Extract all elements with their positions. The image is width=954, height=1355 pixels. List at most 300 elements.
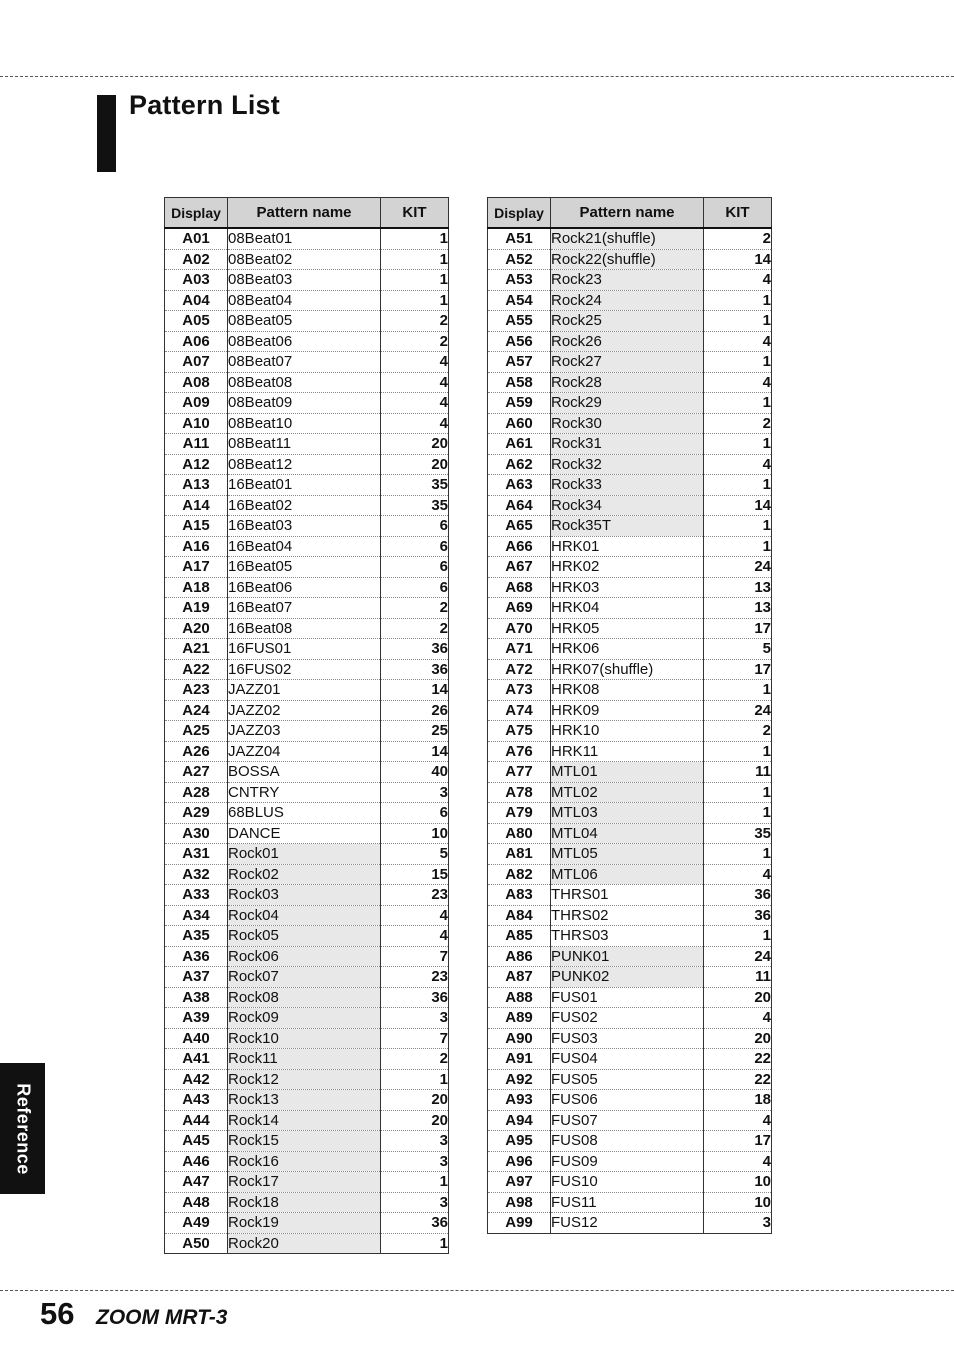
table-row — [165, 946, 449, 967]
pattern-name-cell: Rock10 — [228, 1028, 381, 1049]
kit-cell: 36 — [381, 987, 449, 1008]
display-cell: A95 — [488, 1131, 551, 1152]
display-cell: A77 — [488, 762, 551, 783]
page-title: Pattern List — [129, 90, 280, 120]
display-cell: A31 — [165, 844, 228, 865]
pattern-name-cell: Rock28 — [551, 372, 704, 393]
reference-side-tab — [0, 1063, 45, 1194]
display-cell: A94 — [488, 1110, 551, 1131]
table-row — [488, 967, 772, 988]
table-row — [488, 228, 772, 249]
kit-cell: 25 — [381, 721, 449, 742]
title-accent-bar — [97, 95, 116, 172]
pattern-name-cell: 08Beat05 — [228, 311, 381, 332]
kit-cell: 1 — [704, 741, 772, 762]
pattern-name-cell: Rock20 — [228, 1233, 381, 1254]
kit-cell: 3 — [381, 1192, 449, 1213]
display-cell: A45 — [165, 1131, 228, 1152]
pattern-name-cell: 08Beat06 — [228, 331, 381, 352]
display-cell: A13 — [165, 475, 228, 496]
table-row — [165, 741, 449, 762]
table-row — [165, 1172, 449, 1193]
bottom-divider — [0, 1290, 954, 1291]
kit-cell: 2 — [704, 413, 772, 434]
column-header-pattern-name: Pattern name — [551, 198, 704, 229]
kit-cell: 4 — [704, 270, 772, 291]
kit-cell: 35 — [381, 495, 449, 516]
table-row — [488, 557, 772, 578]
kit-cell: 23 — [381, 885, 449, 906]
pattern-name-cell: Rock22(shuffle) — [551, 249, 704, 270]
display-cell: A18 — [165, 577, 228, 598]
kit-cell: 36 — [704, 905, 772, 926]
display-cell: A79 — [488, 803, 551, 824]
table-row — [488, 1131, 772, 1152]
pattern-name-cell: Rock30 — [551, 413, 704, 434]
display-cell: A71 — [488, 639, 551, 660]
kit-cell: 3 — [381, 1151, 449, 1172]
table-row — [165, 844, 449, 865]
pattern-name-cell: FUS02 — [551, 1008, 704, 1029]
product-name: ZOOM MRT-3 — [96, 1306, 228, 1329]
pattern-name-cell: Rock35T — [551, 516, 704, 537]
pattern-name-cell: Rock06 — [228, 946, 381, 967]
pattern-name-cell: Rock03 — [228, 885, 381, 906]
kit-cell: 2 — [381, 618, 449, 639]
table-row — [165, 454, 449, 475]
table-row — [165, 1131, 449, 1152]
pattern-name-cell: FUS08 — [551, 1131, 704, 1152]
display-cell: A29 — [165, 803, 228, 824]
table-row — [488, 1028, 772, 1049]
table-row — [165, 1110, 449, 1131]
display-cell: A07 — [165, 352, 228, 373]
kit-cell: 4 — [704, 864, 772, 885]
table-row — [165, 249, 449, 270]
kit-cell: 11 — [704, 762, 772, 783]
display-cell: A55 — [488, 311, 551, 332]
display-cell: A91 — [488, 1049, 551, 1070]
pattern-name-cell: Rock15 — [228, 1131, 381, 1152]
display-cell: A30 — [165, 823, 228, 844]
table-row — [488, 270, 772, 291]
display-cell: A40 — [165, 1028, 228, 1049]
kit-cell: 13 — [704, 598, 772, 619]
pattern-name-cell: 16Beat02 — [228, 495, 381, 516]
table-row — [165, 926, 449, 947]
table-row — [488, 823, 772, 844]
table-row — [488, 741, 772, 762]
kit-cell: 6 — [381, 516, 449, 537]
display-cell: A23 — [165, 680, 228, 701]
table-row — [165, 290, 449, 311]
table-row — [488, 475, 772, 496]
display-cell: A43 — [165, 1090, 228, 1111]
display-cell: A82 — [488, 864, 551, 885]
table-row — [488, 905, 772, 926]
table-row — [488, 987, 772, 1008]
pattern-name-cell: MTL05 — [551, 844, 704, 865]
pattern-name-cell: MTL03 — [551, 803, 704, 824]
pattern-name-cell: CNTRY — [228, 782, 381, 803]
kit-cell: 4 — [704, 1110, 772, 1131]
kit-cell: 10 — [704, 1172, 772, 1193]
table-row — [165, 475, 449, 496]
table-row — [165, 782, 449, 803]
display-cell: A17 — [165, 557, 228, 578]
display-cell: A28 — [165, 782, 228, 803]
kit-cell: 35 — [381, 475, 449, 496]
kit-cell: 7 — [381, 946, 449, 967]
kit-cell: 3 — [381, 1131, 449, 1152]
table-row — [488, 577, 772, 598]
display-cell: A87 — [488, 967, 551, 988]
display-cell: A72 — [488, 659, 551, 680]
table-row — [165, 577, 449, 598]
pattern-name-cell: Rock31 — [551, 434, 704, 455]
display-cell: A48 — [165, 1192, 228, 1213]
display-cell: A03 — [165, 270, 228, 291]
display-cell: A68 — [488, 577, 551, 598]
kit-cell: 7 — [381, 1028, 449, 1049]
kit-cell: 1 — [381, 1233, 449, 1254]
pattern-name-cell: Rock14 — [228, 1110, 381, 1131]
top-divider — [0, 76, 954, 77]
table-row — [165, 721, 449, 742]
pattern-name-cell: 08Beat11 — [228, 434, 381, 455]
display-cell: A88 — [488, 987, 551, 1008]
table-row — [165, 352, 449, 373]
display-cell: A74 — [488, 700, 551, 721]
pattern-name-cell: Rock32 — [551, 454, 704, 475]
table-row — [488, 721, 772, 742]
pattern-name-cell: Rock26 — [551, 331, 704, 352]
display-cell: A93 — [488, 1090, 551, 1111]
display-cell: A67 — [488, 557, 551, 578]
kit-cell: 23 — [381, 967, 449, 988]
display-cell: A14 — [165, 495, 228, 516]
kit-cell: 36 — [381, 1213, 449, 1234]
kit-cell: 4 — [704, 1151, 772, 1172]
kit-cell: 10 — [704, 1192, 772, 1213]
pattern-name-cell: FUS07 — [551, 1110, 704, 1131]
pattern-name-cell: MTL01 — [551, 762, 704, 783]
kit-cell: 22 — [704, 1069, 772, 1090]
kit-cell: 4 — [704, 331, 772, 352]
pattern-name-cell: Rock33 — [551, 475, 704, 496]
table-row — [488, 1172, 772, 1193]
table-row — [488, 1192, 772, 1213]
display-cell: A76 — [488, 741, 551, 762]
pattern-name-cell: 16Beat05 — [228, 557, 381, 578]
table-row — [488, 536, 772, 557]
table-row — [488, 618, 772, 639]
pattern-name-cell: 16Beat03 — [228, 516, 381, 537]
display-cell: A89 — [488, 1008, 551, 1029]
kit-cell: 1 — [381, 1172, 449, 1193]
kit-cell: 4 — [704, 1008, 772, 1029]
display-cell: A58 — [488, 372, 551, 393]
display-cell: A60 — [488, 413, 551, 434]
pattern-name-cell: 16FUS01 — [228, 639, 381, 660]
display-cell: A78 — [488, 782, 551, 803]
table-row — [165, 803, 449, 824]
display-cell: A02 — [165, 249, 228, 270]
pattern-name-cell: 16FUS02 — [228, 659, 381, 680]
table-row — [488, 331, 772, 352]
display-cell: A66 — [488, 536, 551, 557]
pattern-name-cell: DANCE — [228, 823, 381, 844]
table-row — [165, 639, 449, 660]
pattern-name-cell: HRK07(shuffle) — [551, 659, 704, 680]
display-cell: A75 — [488, 721, 551, 742]
pattern-name-cell: THRS02 — [551, 905, 704, 926]
kit-cell: 4 — [704, 372, 772, 393]
table-row — [488, 864, 772, 885]
kit-cell: 26 — [381, 700, 449, 721]
pattern-name-cell: JAZZ04 — [228, 741, 381, 762]
kit-cell: 1 — [381, 290, 449, 311]
kit-cell: 3 — [381, 782, 449, 803]
kit-cell: 4 — [381, 926, 449, 947]
kit-cell: 35 — [704, 823, 772, 844]
display-cell: A83 — [488, 885, 551, 906]
display-cell: A12 — [165, 454, 228, 475]
kit-cell: 1 — [704, 393, 772, 414]
display-cell: A51 — [488, 228, 551, 249]
pattern-name-cell: FUS10 — [551, 1172, 704, 1193]
table-row — [488, 249, 772, 270]
pattern-name-cell: 68BLUS — [228, 803, 381, 824]
table-row — [165, 1213, 449, 1234]
pattern-name-cell: Rock18 — [228, 1192, 381, 1213]
kit-cell: 11 — [704, 967, 772, 988]
display-cell: A01 — [165, 228, 228, 249]
kit-cell: 22 — [704, 1049, 772, 1070]
table-row — [488, 782, 772, 803]
table-row — [488, 311, 772, 332]
kit-cell: 6 — [381, 803, 449, 824]
kit-cell: 1 — [704, 434, 772, 455]
pattern-name-cell: PUNK01 — [551, 946, 704, 967]
display-cell: A22 — [165, 659, 228, 680]
pattern-name-cell: FUS12 — [551, 1213, 704, 1234]
display-cell: A37 — [165, 967, 228, 988]
pattern-name-cell: 16Beat04 — [228, 536, 381, 557]
table-row — [488, 495, 772, 516]
column-header-pattern-name: Pattern name — [228, 198, 381, 229]
display-cell: A21 — [165, 639, 228, 660]
pattern-table-right — [487, 197, 772, 1234]
display-cell: A62 — [488, 454, 551, 475]
display-cell: A47 — [165, 1172, 228, 1193]
kit-cell: 1 — [704, 803, 772, 824]
pattern-name-cell: Rock16 — [228, 1151, 381, 1172]
kit-cell: 1 — [381, 249, 449, 270]
display-cell: A98 — [488, 1192, 551, 1213]
pattern-name-cell: Rock02 — [228, 864, 381, 885]
display-cell: A41 — [165, 1049, 228, 1070]
display-cell: A42 — [165, 1069, 228, 1090]
display-cell: A26 — [165, 741, 228, 762]
table-row — [165, 1028, 449, 1049]
kit-cell: 24 — [704, 557, 772, 578]
kit-cell: 36 — [381, 639, 449, 660]
display-cell: A15 — [165, 516, 228, 537]
pattern-name-cell: HRK03 — [551, 577, 704, 598]
kit-cell: 17 — [704, 659, 772, 680]
table-row — [488, 639, 772, 660]
display-cell: A10 — [165, 413, 228, 434]
table-row — [488, 1008, 772, 1029]
table-row — [165, 1049, 449, 1070]
table-row — [165, 967, 449, 988]
pattern-name-cell: 16Beat01 — [228, 475, 381, 496]
kit-cell: 1 — [704, 844, 772, 865]
table-row — [488, 413, 772, 434]
table-row — [165, 372, 449, 393]
display-cell: A97 — [488, 1172, 551, 1193]
kit-cell: 17 — [704, 618, 772, 639]
pattern-name-cell: HRK05 — [551, 618, 704, 639]
table-row — [488, 352, 772, 373]
display-cell: A54 — [488, 290, 551, 311]
column-header-display: Display — [488, 198, 551, 229]
kit-cell: 1 — [704, 680, 772, 701]
kit-cell: 14 — [381, 680, 449, 701]
pattern-name-cell: Rock01 — [228, 844, 381, 865]
kit-cell: 4 — [381, 413, 449, 434]
pattern-name-cell: HRK10 — [551, 721, 704, 742]
kit-cell: 2 — [381, 311, 449, 332]
display-cell: A09 — [165, 393, 228, 414]
pattern-name-cell: MTL04 — [551, 823, 704, 844]
table-row — [488, 680, 772, 701]
display-cell: A44 — [165, 1110, 228, 1131]
kit-cell: 5 — [381, 844, 449, 865]
pattern-name-cell: JAZZ01 — [228, 680, 381, 701]
pattern-name-cell: Rock04 — [228, 905, 381, 926]
column-header-kit: KIT — [704, 198, 772, 229]
table-row — [488, 1090, 772, 1111]
table-row — [488, 1069, 772, 1090]
pattern-name-cell: Rock23 — [551, 270, 704, 291]
display-cell: A27 — [165, 762, 228, 783]
kit-cell: 1 — [704, 352, 772, 373]
pattern-name-cell: HRK04 — [551, 598, 704, 619]
kit-cell: 36 — [704, 885, 772, 906]
pattern-name-cell: HRK09 — [551, 700, 704, 721]
kit-cell: 40 — [381, 762, 449, 783]
pattern-name-cell: Rock29 — [551, 393, 704, 414]
pattern-name-cell: Rock09 — [228, 1008, 381, 1029]
table-row — [165, 885, 449, 906]
pattern-name-cell: JAZZ02 — [228, 700, 381, 721]
table-row — [488, 516, 772, 537]
reference-tab-label: Reference — [13, 1082, 33, 1175]
pattern-name-cell: HRK11 — [551, 741, 704, 762]
kit-cell: 36 — [381, 659, 449, 680]
display-cell: A73 — [488, 680, 551, 701]
display-cell: A56 — [488, 331, 551, 352]
display-cell: A04 — [165, 290, 228, 311]
kit-cell: 5 — [704, 639, 772, 660]
column-header-kit: KIT — [381, 198, 449, 229]
table-row — [165, 823, 449, 844]
display-cell: A24 — [165, 700, 228, 721]
display-cell: A16 — [165, 536, 228, 557]
display-cell: A49 — [165, 1213, 228, 1234]
display-cell: A92 — [488, 1069, 551, 1090]
pattern-name-cell: Rock12 — [228, 1069, 381, 1090]
table-row — [165, 270, 449, 291]
table-row — [165, 311, 449, 332]
kit-cell: 4 — [381, 393, 449, 414]
display-cell: A63 — [488, 475, 551, 496]
table-row — [165, 598, 449, 619]
pattern-name-cell: Rock19 — [228, 1213, 381, 1234]
pattern-name-cell: HRK01 — [551, 536, 704, 557]
kit-cell: 1 — [704, 782, 772, 803]
display-cell: A32 — [165, 864, 228, 885]
pattern-name-cell: FUS03 — [551, 1028, 704, 1049]
pattern-name-cell: MTL02 — [551, 782, 704, 803]
pattern-name-cell: THRS01 — [551, 885, 704, 906]
display-cell: A53 — [488, 270, 551, 291]
display-cell: A11 — [165, 434, 228, 455]
table-row — [488, 926, 772, 947]
pattern-name-cell: Rock34 — [551, 495, 704, 516]
pattern-name-cell: Rock11 — [228, 1049, 381, 1070]
pattern-name-cell: Rock27 — [551, 352, 704, 373]
kit-cell: 20 — [704, 987, 772, 1008]
table-header-row — [488, 198, 772, 229]
display-cell: A46 — [165, 1151, 228, 1172]
kit-cell: 17 — [704, 1131, 772, 1152]
pattern-name-cell: 08Beat04 — [228, 290, 381, 311]
display-cell: A34 — [165, 905, 228, 926]
table-row — [488, 946, 772, 967]
table-row — [488, 844, 772, 865]
display-cell: A85 — [488, 926, 551, 947]
table-row — [165, 700, 449, 721]
display-cell: A08 — [165, 372, 228, 393]
pattern-name-cell: Rock24 — [551, 290, 704, 311]
pattern-name-cell: BOSSA — [228, 762, 381, 783]
table-row — [165, 762, 449, 783]
display-cell: A25 — [165, 721, 228, 742]
kit-cell: 1 — [704, 475, 772, 496]
kit-cell: 14 — [381, 741, 449, 762]
table-row — [165, 864, 449, 885]
pattern-name-cell: Rock25 — [551, 311, 704, 332]
display-cell: A57 — [488, 352, 551, 373]
kit-cell: 14 — [704, 249, 772, 270]
table-row — [165, 516, 449, 537]
display-cell: A39 — [165, 1008, 228, 1029]
display-cell: A64 — [488, 495, 551, 516]
table-row — [488, 762, 772, 783]
display-cell: A69 — [488, 598, 551, 619]
pattern-name-cell: Rock21(shuffle) — [551, 228, 704, 249]
display-cell: A61 — [488, 434, 551, 455]
display-cell: A99 — [488, 1213, 551, 1234]
page-number: 56 — [40, 1296, 75, 1331]
kit-cell: 1 — [704, 926, 772, 947]
kit-cell: 2 — [381, 598, 449, 619]
table-row — [488, 803, 772, 824]
table-row — [165, 413, 449, 434]
